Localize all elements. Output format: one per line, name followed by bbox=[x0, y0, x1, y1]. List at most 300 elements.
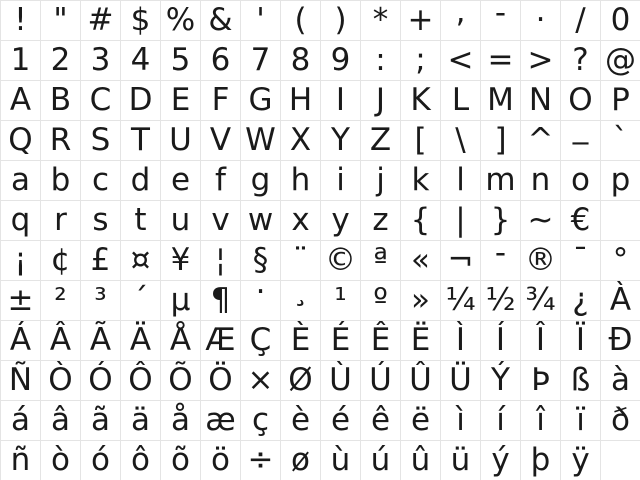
glyph-cell[interactable] bbox=[240, 280, 280, 320]
glyph: Ó bbox=[88, 362, 113, 398]
glyph-cell[interactable] bbox=[160, 280, 200, 320]
glyph: Â bbox=[49, 322, 72, 358]
glyph: Ë bbox=[410, 322, 431, 358]
glyph: O bbox=[568, 82, 593, 118]
glyph-cell[interactable] bbox=[600, 80, 640, 120]
glyph-cell[interactable] bbox=[80, 240, 120, 280]
glyph-cell[interactable] bbox=[0, 400, 40, 440]
glyph: ® bbox=[525, 242, 556, 278]
glyph: F bbox=[211, 82, 230, 118]
glyph-cell[interactable] bbox=[320, 400, 360, 440]
glyph-cell[interactable] bbox=[160, 120, 200, 160]
glyph-cell[interactable] bbox=[280, 80, 320, 120]
glyph: 5 bbox=[170, 42, 191, 78]
glyph: ç bbox=[251, 402, 270, 438]
glyph-cell[interactable] bbox=[560, 360, 600, 400]
glyph-cell[interactable] bbox=[120, 400, 160, 440]
glyph-cell[interactable] bbox=[0, 80, 40, 120]
glyph-cell[interactable] bbox=[160, 200, 200, 240]
glyph-cell[interactable] bbox=[600, 400, 640, 440]
glyph-cell[interactable] bbox=[520, 240, 560, 280]
glyph-cell[interactable] bbox=[360, 400, 400, 440]
glyph: 4 bbox=[130, 42, 151, 78]
glyph-cell[interactable] bbox=[280, 0, 320, 40]
glyph: > bbox=[527, 42, 554, 78]
glyph-cell[interactable] bbox=[400, 400, 440, 440]
glyph-cell[interactable] bbox=[160, 360, 200, 400]
glyph-cell[interactable] bbox=[440, 160, 480, 200]
glyph-cell[interactable] bbox=[40, 40, 80, 80]
glyph-cell[interactable] bbox=[520, 120, 560, 160]
glyph-cell[interactable] bbox=[0, 160, 40, 200]
glyph: f bbox=[215, 162, 226, 198]
glyph: ] bbox=[494, 122, 507, 158]
glyph-cell[interactable] bbox=[240, 160, 280, 200]
glyph: ) bbox=[334, 2, 347, 38]
glyph-cell[interactable] bbox=[120, 0, 160, 40]
glyph: v bbox=[211, 202, 230, 238]
glyph: ¹ bbox=[334, 282, 347, 318]
glyph-cell[interactable] bbox=[400, 40, 440, 80]
glyph-cell[interactable] bbox=[600, 200, 640, 240]
glyph-cell[interactable] bbox=[240, 320, 280, 360]
glyph: ³ bbox=[94, 282, 107, 318]
glyph: £ bbox=[90, 242, 111, 278]
glyph: ² bbox=[54, 282, 67, 318]
glyph-cell[interactable] bbox=[400, 280, 440, 320]
glyph: 7 bbox=[250, 42, 271, 78]
glyph-cell[interactable] bbox=[440, 320, 480, 360]
glyph: h bbox=[290, 162, 311, 198]
glyph: ú bbox=[370, 442, 391, 478]
glyph: V bbox=[209, 122, 232, 158]
glyph: . bbox=[535, 0, 546, 29]
glyph-cell[interactable] bbox=[520, 280, 560, 320]
glyph: î bbox=[536, 402, 545, 438]
glyph: b bbox=[50, 162, 71, 198]
glyph-cell[interactable] bbox=[480, 360, 520, 400]
glyph-cell[interactable] bbox=[560, 40, 600, 80]
glyph: R bbox=[49, 122, 72, 158]
glyph-cell[interactable] bbox=[40, 400, 80, 440]
glyph: } bbox=[490, 202, 511, 238]
glyph-cell[interactable] bbox=[240, 120, 280, 160]
glyph: S bbox=[90, 122, 111, 158]
glyph-cell[interactable] bbox=[80, 40, 120, 80]
glyph-cell[interactable] bbox=[480, 280, 520, 320]
glyph-cell[interactable] bbox=[360, 0, 400, 40]
glyph-cell[interactable] bbox=[320, 320, 360, 360]
glyph: ¤ bbox=[130, 242, 151, 278]
glyph-cell[interactable] bbox=[0, 40, 40, 80]
glyph-cell[interactable] bbox=[520, 320, 560, 360]
glyph: ¿ bbox=[572, 282, 589, 318]
glyph-cell[interactable] bbox=[400, 160, 440, 200]
glyph: ¯ bbox=[572, 242, 589, 278]
glyph-cell[interactable] bbox=[200, 320, 240, 360]
glyph-cell[interactable] bbox=[560, 120, 600, 160]
glyph-cell[interactable] bbox=[40, 0, 80, 40]
glyph-cell[interactable] bbox=[40, 360, 80, 400]
glyph-cell[interactable] bbox=[520, 40, 560, 80]
glyph-cell[interactable] bbox=[80, 80, 120, 120]
glyph: Å bbox=[169, 322, 192, 358]
glyph-cell[interactable] bbox=[40, 200, 80, 240]
glyph-cell[interactable] bbox=[280, 400, 320, 440]
glyph: ¾ bbox=[525, 282, 556, 318]
glyph-cell[interactable] bbox=[320, 240, 360, 280]
glyph: ` bbox=[612, 122, 629, 158]
glyph-cell[interactable] bbox=[600, 160, 640, 200]
glyph-cell[interactable] bbox=[200, 80, 240, 120]
glyph: ^ bbox=[527, 122, 554, 158]
glyph-cell[interactable] bbox=[480, 80, 520, 120]
glyph-cell[interactable] bbox=[440, 440, 480, 480]
glyph-cell[interactable] bbox=[80, 160, 120, 200]
glyph-cell[interactable] bbox=[480, 40, 520, 80]
glyph-cell[interactable] bbox=[80, 360, 120, 400]
glyph-cell[interactable] bbox=[160, 160, 200, 200]
glyph-cell[interactable] bbox=[560, 400, 600, 440]
glyph-cell[interactable] bbox=[360, 120, 400, 160]
glyph: « bbox=[411, 242, 430, 278]
glyph: Ö bbox=[208, 362, 233, 398]
glyph-cell[interactable] bbox=[560, 320, 600, 360]
glyph-cell[interactable] bbox=[240, 80, 280, 120]
glyph: g bbox=[250, 162, 271, 198]
glyph: u bbox=[170, 202, 191, 238]
glyph-cell[interactable] bbox=[0, 0, 40, 40]
glyph: ' bbox=[256, 2, 265, 38]
glyph-cell[interactable] bbox=[400, 120, 440, 160]
glyph: d bbox=[130, 162, 151, 198]
glyph: È bbox=[290, 322, 311, 358]
glyph-cell[interactable] bbox=[120, 320, 160, 360]
glyph: ¥ bbox=[170, 242, 191, 278]
glyph-cell[interactable] bbox=[40, 320, 80, 360]
glyph-cell[interactable] bbox=[160, 440, 200, 480]
glyph: ¬ bbox=[447, 242, 474, 278]
glyph-cell[interactable] bbox=[80, 120, 120, 160]
glyph: ± bbox=[7, 282, 34, 318]
glyph-cell[interactable] bbox=[120, 160, 160, 200]
glyph: Ä bbox=[129, 322, 152, 358]
glyph-cell[interactable] bbox=[440, 40, 480, 80]
glyph-cell[interactable] bbox=[240, 0, 280, 40]
glyph-cell[interactable] bbox=[480, 320, 520, 360]
glyph: Ô bbox=[128, 362, 153, 398]
glyph-cell[interactable] bbox=[360, 360, 400, 400]
glyph: Ø bbox=[288, 362, 313, 398]
glyph-cell[interactable] bbox=[280, 160, 320, 200]
glyph-cell[interactable] bbox=[600, 320, 640, 360]
glyph-cell[interactable] bbox=[160, 0, 200, 40]
glyph-cell[interactable] bbox=[520, 400, 560, 440]
glyph: K bbox=[410, 82, 431, 118]
glyph: Ý bbox=[491, 362, 510, 398]
glyph: N bbox=[528, 82, 553, 118]
glyph: t bbox=[134, 202, 147, 238]
glyph: Ü bbox=[449, 362, 472, 398]
glyph-cell[interactable] bbox=[560, 160, 600, 200]
glyph: E bbox=[170, 82, 191, 118]
glyph-cell[interactable] bbox=[360, 160, 400, 200]
glyph-cell[interactable] bbox=[40, 160, 80, 200]
glyph-cell[interactable] bbox=[600, 440, 640, 480]
glyph: ÿ bbox=[571, 442, 590, 478]
glyph-cell[interactable] bbox=[240, 40, 280, 80]
glyph-cell[interactable] bbox=[440, 360, 480, 400]
glyph-cell[interactable] bbox=[320, 160, 360, 200]
glyph-cell[interactable] bbox=[360, 280, 400, 320]
glyph-cell[interactable] bbox=[160, 40, 200, 80]
glyph-cell[interactable] bbox=[560, 80, 600, 120]
glyph-cell[interactable] bbox=[400, 360, 440, 400]
glyph-cell[interactable] bbox=[0, 120, 40, 160]
glyph-cell[interactable] bbox=[560, 0, 600, 40]
glyph: × bbox=[247, 362, 274, 398]
glyph: Í bbox=[495, 322, 506, 358]
glyph-cell[interactable] bbox=[280, 40, 320, 80]
glyph-cell[interactable] bbox=[280, 240, 320, 280]
glyph-cell[interactable] bbox=[280, 360, 320, 400]
glyph-cell[interactable] bbox=[320, 440, 360, 480]
glyph-cell[interactable] bbox=[120, 80, 160, 120]
glyph-cell[interactable] bbox=[520, 80, 560, 120]
glyph-cell[interactable] bbox=[200, 240, 240, 280]
glyph: ´ bbox=[132, 282, 149, 318]
glyph: é bbox=[330, 402, 351, 438]
glyph-cell[interactable] bbox=[120, 40, 160, 80]
glyph: ÷ bbox=[247, 442, 274, 478]
glyph: + bbox=[407, 2, 434, 38]
glyph-cell[interactable] bbox=[160, 240, 200, 280]
glyph: : bbox=[375, 42, 386, 78]
glyph: l bbox=[456, 162, 465, 198]
glyph: c bbox=[91, 162, 110, 198]
glyph-cell[interactable] bbox=[600, 240, 640, 280]
glyph-cell[interactable] bbox=[320, 360, 360, 400]
glyph: · bbox=[255, 280, 266, 310]
glyph: ó bbox=[91, 442, 110, 478]
glyph: _ bbox=[572, 120, 589, 145]
glyph: 2 bbox=[50, 42, 71, 78]
glyph-cell[interactable] bbox=[240, 200, 280, 240]
glyph-cell[interactable] bbox=[440, 120, 480, 160]
glyph-cell[interactable] bbox=[240, 240, 280, 280]
glyph: ü bbox=[450, 442, 471, 478]
glyph-cell[interactable] bbox=[120, 120, 160, 160]
glyph: 8 bbox=[290, 42, 311, 78]
glyph-cell[interactable] bbox=[200, 400, 240, 440]
glyph-cell[interactable] bbox=[360, 320, 400, 360]
glyph-cell[interactable] bbox=[40, 120, 80, 160]
glyph-cell[interactable] bbox=[320, 280, 360, 320]
glyph-cell[interactable] bbox=[360, 200, 400, 240]
glyph: H bbox=[288, 82, 313, 118]
glyph-cell[interactable] bbox=[120, 280, 160, 320]
glyph-cell[interactable] bbox=[120, 200, 160, 240]
glyph-cell[interactable] bbox=[440, 80, 480, 120]
glyph-cell[interactable] bbox=[120, 240, 160, 280]
glyph-cell[interactable] bbox=[520, 360, 560, 400]
glyph: Ì bbox=[455, 322, 466, 358]
glyph-cell[interactable] bbox=[200, 360, 240, 400]
glyph: µ bbox=[170, 282, 191, 318]
glyph-cell[interactable] bbox=[480, 240, 520, 280]
glyph-cell[interactable] bbox=[80, 0, 120, 40]
glyph-cell[interactable] bbox=[80, 280, 120, 320]
glyph-cell[interactable] bbox=[280, 120, 320, 160]
glyph-cell[interactable] bbox=[600, 360, 640, 400]
glyph: @ bbox=[605, 42, 636, 78]
glyph-cell[interactable] bbox=[240, 440, 280, 480]
glyph-cell[interactable] bbox=[160, 320, 200, 360]
glyph-cell[interactable] bbox=[80, 440, 120, 480]
glyph-cell[interactable] bbox=[280, 320, 320, 360]
glyph: k bbox=[411, 162, 430, 198]
glyph-cell[interactable] bbox=[400, 80, 440, 120]
glyph: ë bbox=[410, 402, 431, 438]
glyph-cell[interactable] bbox=[0, 200, 40, 240]
glyph: Y bbox=[331, 122, 350, 158]
glyph-cell[interactable] bbox=[200, 200, 240, 240]
glyph-cell[interactable] bbox=[200, 40, 240, 80]
glyph-cell[interactable] bbox=[80, 400, 120, 440]
glyph-cell[interactable] bbox=[160, 80, 200, 120]
glyph-cell[interactable] bbox=[320, 40, 360, 80]
glyph-cell[interactable] bbox=[320, 80, 360, 120]
glyph: ¨ bbox=[292, 242, 309, 278]
glyph: ï bbox=[576, 402, 585, 438]
glyph: x bbox=[291, 202, 310, 238]
glyph: { bbox=[410, 202, 431, 238]
glyph-cell[interactable] bbox=[280, 280, 320, 320]
glyph: ê bbox=[370, 402, 391, 438]
glyph: É bbox=[330, 322, 351, 358]
glyph-cell[interactable] bbox=[200, 280, 240, 320]
glyph-cell[interactable] bbox=[400, 0, 440, 40]
glyph-cell[interactable] bbox=[360, 240, 400, 280]
glyph: | bbox=[455, 202, 466, 238]
glyph: Ï bbox=[575, 322, 586, 358]
glyph-cell[interactable] bbox=[320, 200, 360, 240]
glyph-cell[interactable] bbox=[480, 400, 520, 440]
glyph: # bbox=[87, 2, 114, 38]
glyph-cell[interactable] bbox=[200, 120, 240, 160]
glyph: Ù bbox=[329, 362, 352, 398]
glyph: è bbox=[290, 402, 311, 438]
glyph-cell[interactable] bbox=[360, 80, 400, 120]
glyph: * bbox=[372, 2, 389, 38]
glyph: í bbox=[496, 402, 505, 438]
glyph-cell[interactable] bbox=[40, 80, 80, 120]
glyph-cell[interactable] bbox=[0, 280, 40, 320]
glyph: Q bbox=[8, 122, 33, 158]
glyph-cell[interactable] bbox=[320, 120, 360, 160]
glyph-cell[interactable] bbox=[0, 240, 40, 280]
glyph: a bbox=[11, 162, 30, 198]
glyph-cell[interactable] bbox=[200, 160, 240, 200]
glyph-cell[interactable] bbox=[520, 440, 560, 480]
glyph-cell[interactable] bbox=[520, 160, 560, 200]
glyph-cell[interactable] bbox=[440, 400, 480, 440]
glyph-cell[interactable] bbox=[40, 440, 80, 480]
glyph-cell[interactable] bbox=[240, 360, 280, 400]
glyph: n bbox=[530, 162, 551, 198]
glyph-cell[interactable] bbox=[80, 200, 120, 240]
glyph: À bbox=[609, 282, 632, 318]
glyph-cell[interactable] bbox=[600, 0, 640, 40]
glyph-cell[interactable] bbox=[480, 0, 520, 40]
glyph-cell[interactable] bbox=[0, 320, 40, 360]
glyph-cell[interactable] bbox=[200, 0, 240, 40]
glyph-cell[interactable] bbox=[240, 400, 280, 440]
glyph-cell[interactable] bbox=[600, 40, 640, 80]
glyph-cell[interactable] bbox=[560, 280, 600, 320]
glyph-cell[interactable] bbox=[120, 440, 160, 480]
glyph: Ð bbox=[608, 322, 633, 358]
glyph-cell[interactable] bbox=[360, 440, 400, 480]
glyph-cell[interactable] bbox=[400, 320, 440, 360]
glyph-cell[interactable] bbox=[400, 200, 440, 240]
glyph-cell[interactable] bbox=[120, 360, 160, 400]
glyph: D bbox=[128, 82, 153, 118]
glyph-cell[interactable] bbox=[0, 360, 40, 400]
glyph-cell[interactable] bbox=[40, 240, 80, 280]
glyph: 0 bbox=[610, 2, 631, 38]
glyph-cell[interactable] bbox=[600, 120, 640, 160]
glyph-cell[interactable] bbox=[400, 240, 440, 280]
glyph-cell[interactable] bbox=[80, 320, 120, 360]
glyph-cell[interactable] bbox=[280, 440, 320, 480]
glyph-cell[interactable] bbox=[560, 440, 600, 480]
glyph-cell[interactable] bbox=[520, 0, 560, 40]
glyph: ß bbox=[570, 362, 591, 398]
glyph-cell[interactable] bbox=[560, 240, 600, 280]
glyph-cell[interactable] bbox=[560, 200, 600, 240]
glyph-cell[interactable] bbox=[360, 40, 400, 80]
glyph-cell[interactable] bbox=[440, 240, 480, 280]
glyph: I bbox=[335, 82, 346, 118]
glyph-cell[interactable] bbox=[480, 440, 520, 480]
glyph: ¢ bbox=[50, 242, 71, 278]
glyph: G bbox=[248, 82, 273, 118]
glyph: æ bbox=[205, 402, 236, 438]
glyph-cell[interactable] bbox=[0, 440, 40, 480]
glyph-cell[interactable] bbox=[40, 280, 80, 320]
glyph-cell[interactable] bbox=[600, 280, 640, 320]
glyph-cell[interactable] bbox=[480, 200, 520, 240]
glyph-cell[interactable] bbox=[320, 0, 360, 40]
glyph-cell[interactable] bbox=[160, 400, 200, 440]
glyph: Ê bbox=[370, 322, 391, 358]
glyph: Á bbox=[9, 322, 32, 358]
glyph-cell[interactable] bbox=[440, 200, 480, 240]
glyph-cell[interactable] bbox=[480, 160, 520, 200]
glyph: p bbox=[610, 162, 631, 198]
glyph: - bbox=[494, 240, 507, 271]
glyph-cell[interactable] bbox=[440, 0, 480, 40]
glyph-cell[interactable] bbox=[440, 280, 480, 320]
glyph-cell[interactable] bbox=[400, 440, 440, 480]
glyph: $ bbox=[130, 2, 151, 38]
glyph: P bbox=[611, 82, 630, 118]
glyph-cell[interactable] bbox=[200, 440, 240, 480]
glyph-cell[interactable] bbox=[480, 120, 520, 160]
glyph-cell[interactable] bbox=[280, 200, 320, 240]
glyph-cell[interactable] bbox=[520, 200, 560, 240]
